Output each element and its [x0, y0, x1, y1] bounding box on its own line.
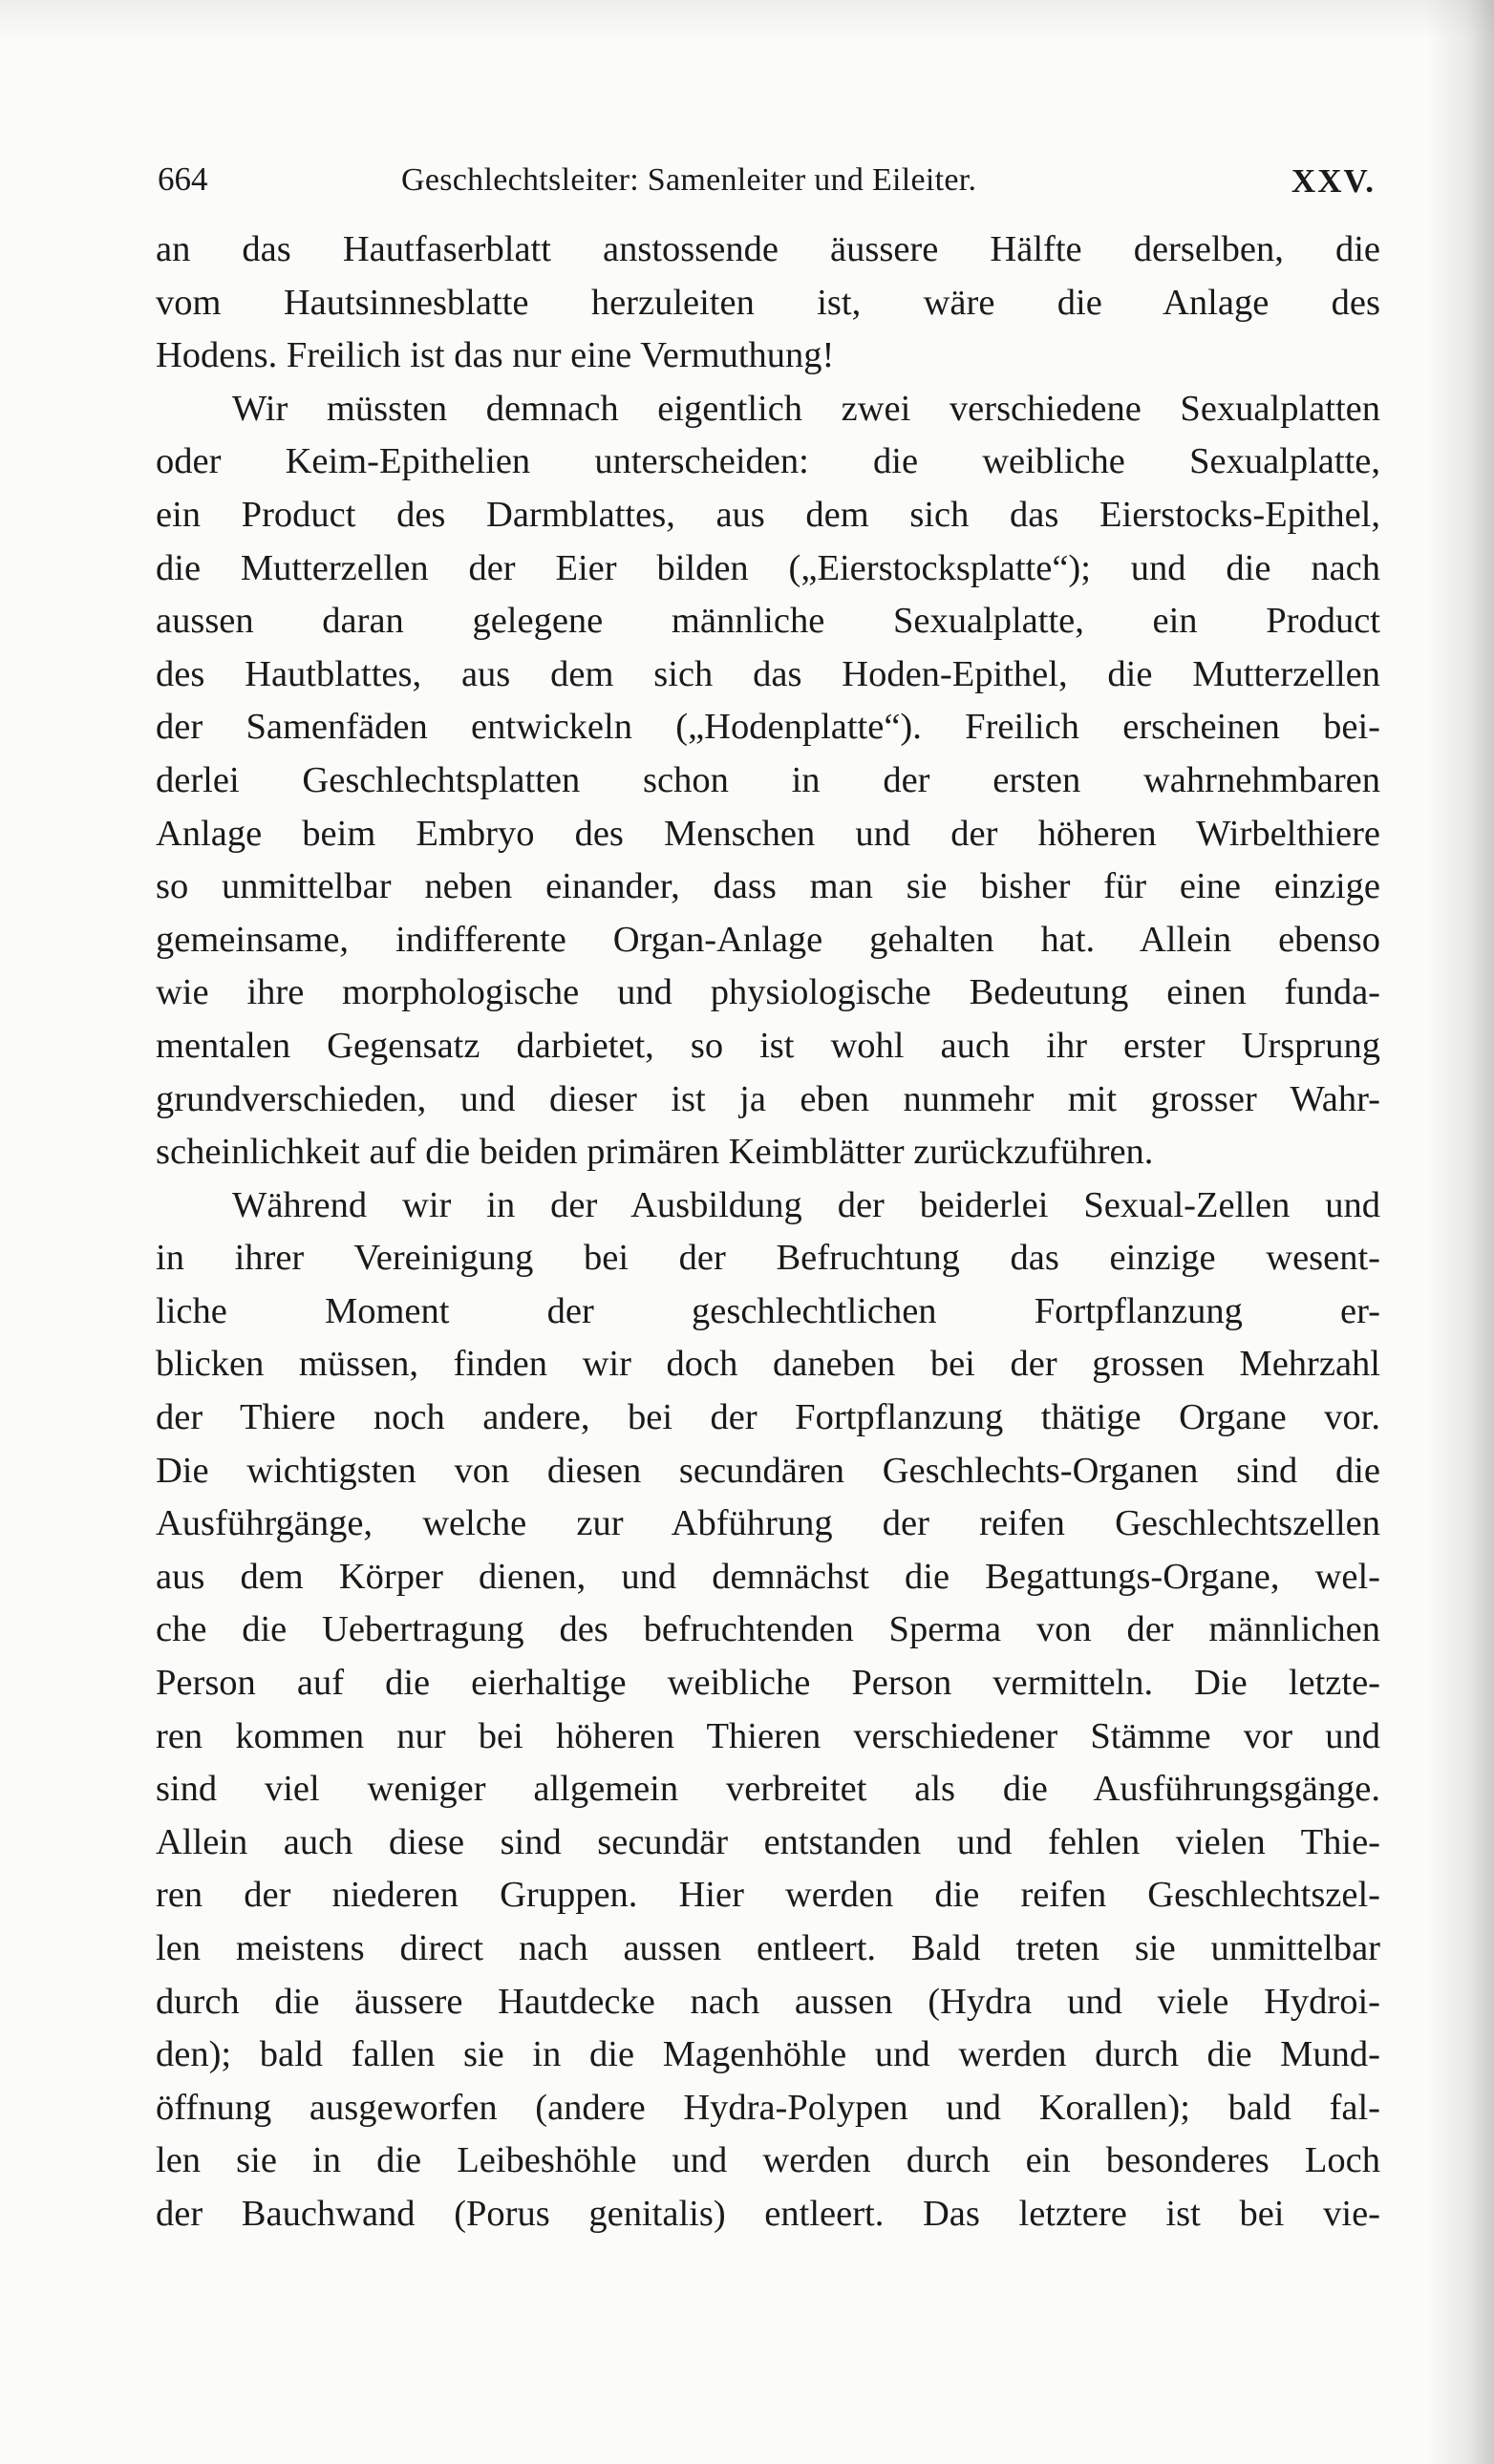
text-line: ein Product des Darmblattes, aus dem sich das Eierstocks-Epithel, — [156, 494, 1380, 535]
chapter-number: XXV. — [1291, 162, 1376, 200]
body-text — [156, 223, 1380, 2241]
text-line: wie ihre morphologische und physiologische Bedeutung einen funda- — [156, 972, 1380, 1013]
text-line: len meistens direct nach aussen entleert. Bald treten sie unmittelbar — [156, 1928, 1380, 1968]
text-line: grundverschieden, und dieser ist ja eben nunmehr mit grosser Wahr- — [156, 1078, 1380, 1119]
text-line: aussen daran gelegene männliche Sexualplatte, ein Product — [156, 601, 1380, 642]
text-line: der Bauchwand (Porus genitalis) entleert. Das letztere ist bei vie- — [156, 2193, 1380, 2234]
text-line: öffnung ausgeworfen (andere Hydra-Polypen und Korallen); bald fal- — [156, 2087, 1380, 2128]
text-line: blicken müssen, finden wir doch daneben bei der grossen Mehrzahl — [156, 1344, 1380, 1385]
text-line: Hodens. Freilich ist das nur eine Vermuthung! — [156, 335, 835, 376]
text-line: Allein auch diese sind secundär entstanden und fehlen vielen Thie- — [156, 1821, 1380, 1862]
text-line: des Hautblattes, aus dem sich das Hoden-Epithel, die Mutterzellen — [156, 653, 1380, 694]
text-line: Ausführgänge, welche zur Abführung der reifen Geschlechtszellen — [156, 1503, 1380, 1544]
running-title: Geschlechtsleiter: Samenleiter und Eileiter. — [401, 162, 977, 198]
text-line: liche Moment der geschlechtlichen Fortpflanzung er- — [156, 1290, 1380, 1331]
text-line: Wir müssten demnach eigentlich zwei verschiedene Sexualplatten — [232, 388, 1380, 429]
text-line: den); bald fallen sie in die Magenhöhle und werden durch die Mund- — [156, 2034, 1380, 2075]
text-line: mentalen Gegensatz darbietet, so ist wohl auch ihr erster Ursprung — [156, 1025, 1380, 1066]
text-line: len sie in die Leibeshöhle und werden durch ein besonderes Loch — [156, 2140, 1380, 2181]
text-line: che die Uebertragung des befruchtenden Sperma von der männlichen — [156, 1609, 1380, 1650]
text-line: an das Hautfaserblatt anstossende äussere Hälfte derselben, die — [156, 229, 1380, 269]
text-line: Die wichtigsten von diesen secundären Geschlechts-Organen sind die — [156, 1450, 1380, 1491]
text-line: oder Keim-Epithelien unterscheiden: die weibliche Sexualplatte, — [156, 441, 1380, 482]
text-line: scheinlichkeit auf die beiden primären Keimblätter zurückzuführen. — [156, 1132, 1154, 1173]
text-line: Anlage beim Embryo des Menschen und der höheren Wirbelthiere — [156, 813, 1380, 854]
text-line: ren der niederen Gruppen. Hier werden die reifen Geschlechtszel- — [156, 1875, 1380, 1916]
text-line: sind viel weniger allgemein verbreitet als die Ausführungsgänge. — [156, 1769, 1380, 1810]
text-line: der Thiere noch andere, bei der Fortpflanzung thätige Organe vor. — [156, 1397, 1380, 1438]
text-line: Person auf die eierhaltige weibliche Person vermitteln. Die letzte- — [156, 1663, 1380, 1704]
page-edge-shadow — [1427, 0, 1494, 2464]
text-line: ren kommen nur bei höheren Thieren verschiedener Stämme vor und — [156, 1715, 1380, 1756]
page-header — [158, 160, 1385, 208]
text-line: gemeinsame, indifferente Organ-Anlage gehalten hat. Allein ebenso — [156, 919, 1380, 960]
text-line: der Samenfäden entwickeln („Hodenplatte“). Freilich erscheinen bei- — [156, 707, 1380, 748]
text-line: die Mutterzellen der Eier bilden („Eierstocksplatte“); und die nach — [156, 547, 1380, 588]
text-line: Während wir in der Ausbildung der beiderlei Sexual-Zellen und — [232, 1184, 1380, 1225]
text-line: so unmittelbar neben einander, dass man sie bisher für eine einzige — [156, 866, 1380, 907]
text-line: durch die äussere Hautdecke nach aussen (Hydra und viele Hydroi- — [156, 1981, 1380, 2022]
text-line: aus dem Körper dienen, und demnächst die Begattungs-Organe, wel- — [156, 1556, 1380, 1597]
text-line: vom Hautsinnesblatte herzuleiten ist, wäre die Anlage des — [156, 282, 1380, 323]
text-line: derlei Geschlechtsplatten schon in der ersten wahrnehmbaren — [156, 759, 1380, 800]
text-line: in ihrer Vereinigung bei der Befruchtung das einzige wesent- — [156, 1238, 1380, 1279]
page-top-shadow — [0, 0, 1494, 38]
page-number: 664 — [158, 160, 208, 198]
